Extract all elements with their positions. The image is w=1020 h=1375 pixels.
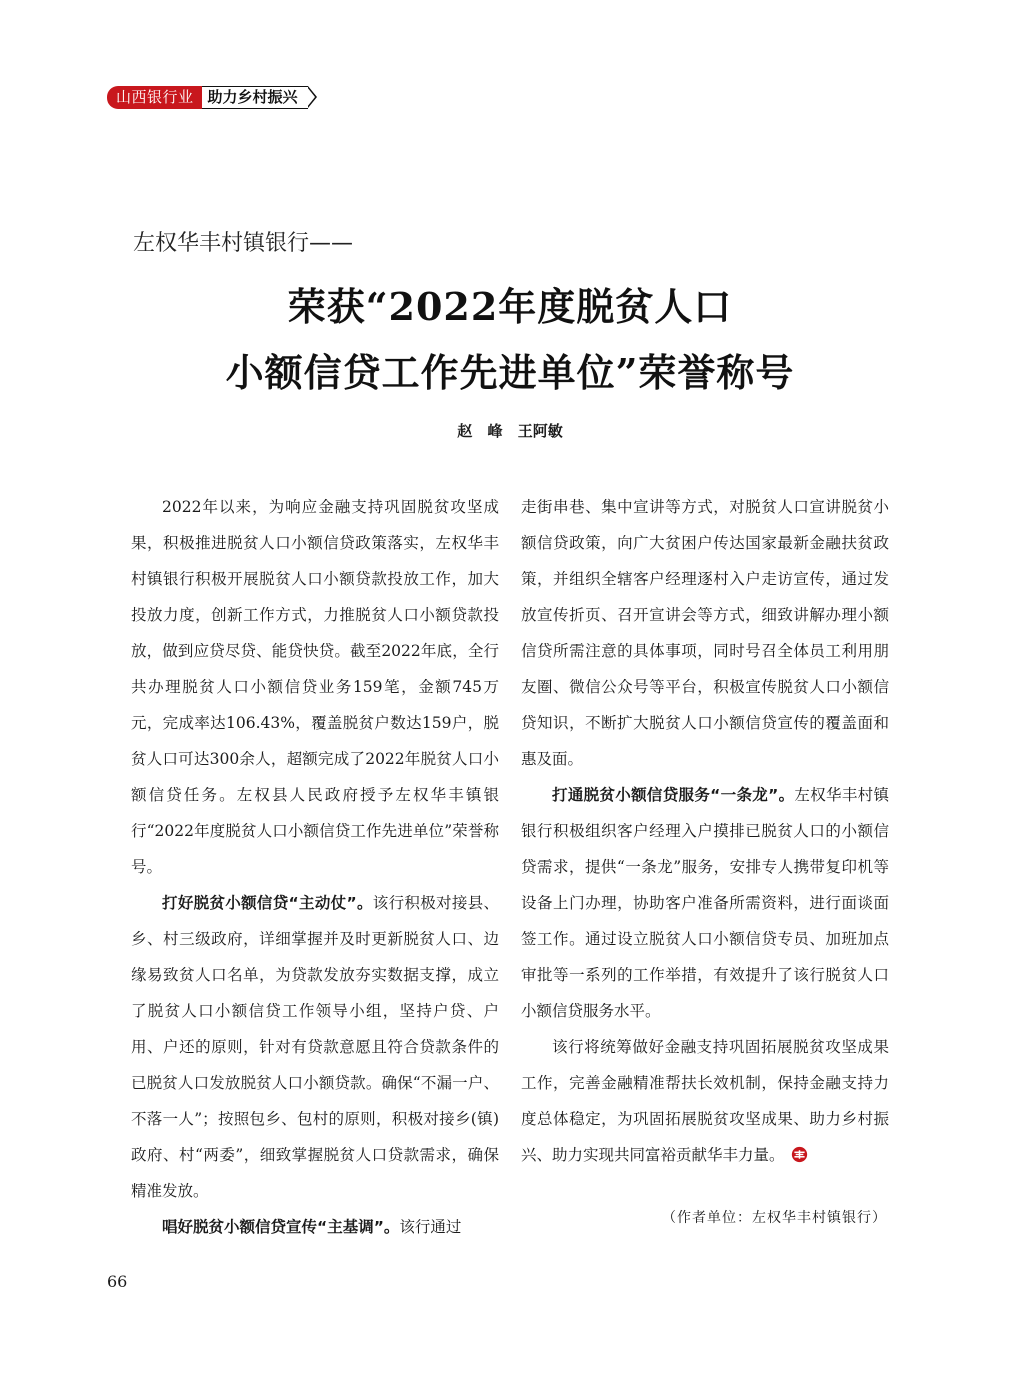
article-title-line-1: 荣获“2022年度脱贫人口 — [287, 284, 733, 329]
article-kicker: 左权华丰村镇银行—— — [133, 231, 354, 256]
lead-publicity: 唱好脱贫小额信贷宣传“主基调”。 — [162, 1218, 400, 1236]
body-conclusion: 该行将统筹做好金融支持巩固拓展脱贫攻坚成果工作，完善金融精准帮扶长效机制，保持金融支持力度总体稳定，为巩固拓展脱贫攻坚成果、助力乡村振兴、助力实现共同富裕贡献华丰力量。 — [521, 1038, 889, 1164]
paragraph-conclusion — [521, 1029, 889, 1173]
section-topic: 助力乡村振兴 — [202, 86, 308, 109]
paragraph-service — [521, 777, 889, 1029]
paragraph-proactive — [131, 885, 499, 1209]
page-number: 66 — [107, 1272, 128, 1291]
paragraph-publicity-continued: 走街串巷、集中宣讲等方式，对脱贫人口宣讲脱贫小额信贷政策，向广大贫困户传达国家最新金融扶贫政策，并组织全辖客户经理逐村入户走访宣传，通过发放宣传折页、召开宣讲会等方式，细致讲解办理小额信贷所需注意的具体事项，同时号召全体员工利用朋友圈、微信公众号等平台，积极宣传脱贫人口小额信贷知识，不断扩大脱贫人口小额信贷宣传的覆盖面和惠及面。 — [521, 498, 889, 768]
left-column — [131, 489, 499, 1245]
paragraph-publicity — [131, 1209, 499, 1245]
section-name: 山西银行业 — [107, 86, 202, 109]
section-tag — [107, 86, 308, 109]
paragraph-intro: 2022年以来，为响应金融支持巩固脱贫攻坚成果，积极推进脱贫人口小额信贷政策落实，左权华丰村镇银行积极开展脱贫人口小额贷款投放工作，加大投放力度，创新工作方式，力推脱贫人口小额贷款投放，做到应贷尽贷、能贷快贷。截至2022年底，全行共办理脱贫人口小额信贷业务159笔，金额745万元，完成率达106.43%，覆盖脱贫户数达159户，脱贫人口可达300余人，超额完成了2022年脱贫人口小额信贷任务。左权县人民政府授予左权华丰镇银行“2022年度脱贫人口小额信贷工作先进单位”荣誉称号。 — [131, 498, 499, 876]
body-publicity-start: 该行通过 — [399, 1218, 462, 1236]
body-service: 左权华丰村镇银行积极组织客户经理入户摸排已脱贫人口的小额信贷需求，提供“一条龙”服务，安排专人携带复印机等设备上门办理，协助客户准备所需资料，进行面谈面签工作。通过设立脱贫人口小额信贷专员、加班加点审批等一系列的工作举措，有效提升了该行脱贫人口小额信贷服务水平。 — [521, 786, 889, 1020]
body-proactive: 该行积极对接县、乡、村三级政府，详细掌握并及时更新脱贫人口、边缘易致贫人口名单，为贷款发放夯实数据支撑，成立了脱贫人口小额信贷工作领导小组，坚持户贷、户用、户还的原则，针对有贷款意愿且符合贷款条件的已脱贫人口发放脱贫人口小额贷款。确保“不漏一户、不落一人”；按照包乡、包村的原则，积极对接乡(镇)政府、村“两委”，细致掌握脱贫人口贷款需求，确保精准发放。 — [131, 894, 499, 1200]
right-column — [521, 489, 889, 1173]
lead-service: 打通脱贫小额信贷服务“一条龙”。 — [552, 786, 795, 804]
lead-proactive: 打好脱贫小额信贷“主动仗”。 — [162, 894, 373, 912]
article-title-line-2: 小额信贷工作先进单位”荣誉称号 — [225, 350, 795, 395]
article-authors: 赵 峰 王阿敏 — [457, 422, 563, 440]
author-unit: （作者单位：左权华丰村镇银行） — [662, 1210, 887, 1226]
end-mark-icon — [791, 1146, 808, 1163]
